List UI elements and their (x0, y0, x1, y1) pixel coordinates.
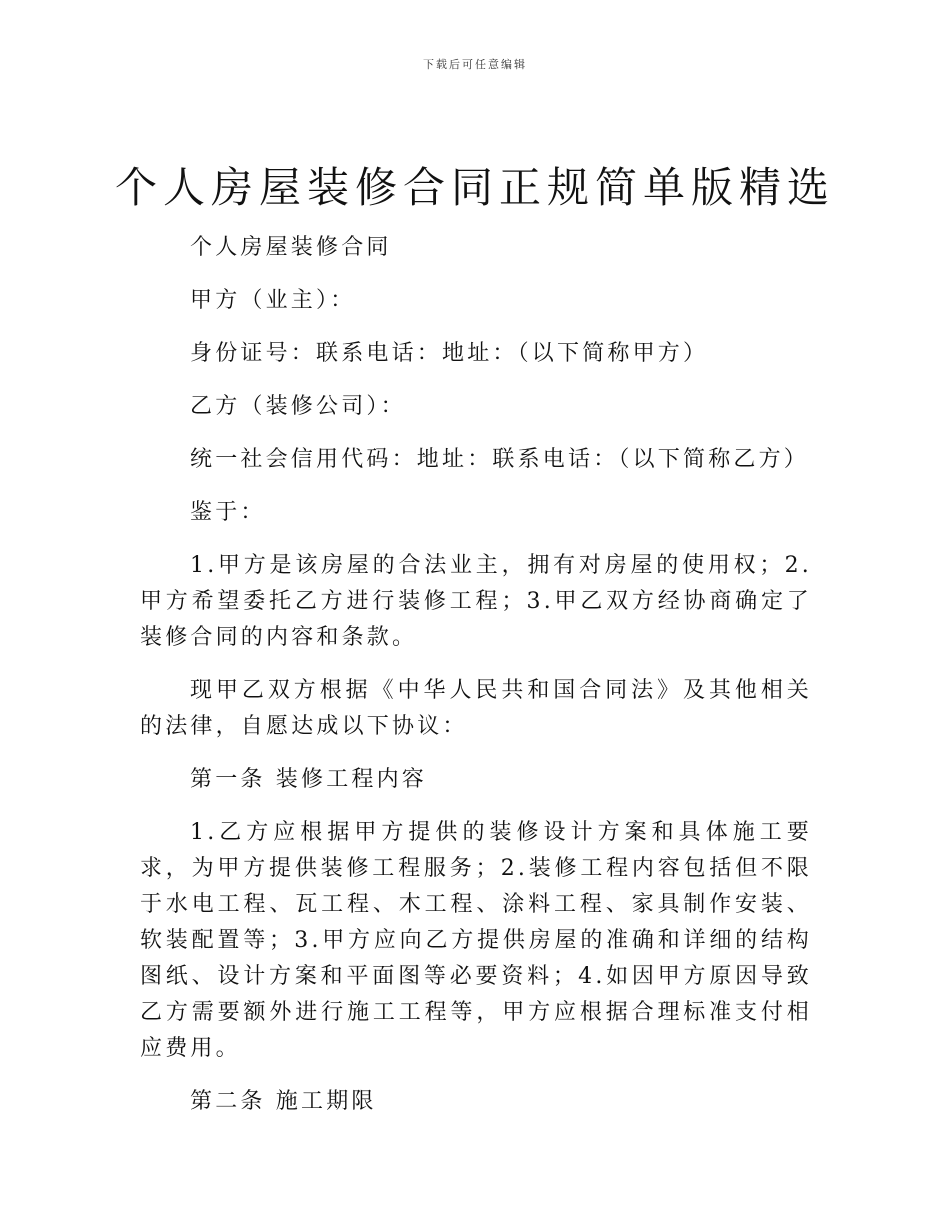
paragraph-agreement-basis: 现甲乙双方根据《中华人民共和国合同法》及其他相关的法律，自愿达成以下协议： (140, 678, 812, 739)
paragraph-recitals: 1.甲方是该房屋的合法业主，拥有对房屋的使用权；2.甲方希望委托乙方进行装修工程；3.甲乙双方经协商确定了装修合同的内容和条款。 (140, 553, 812, 650)
paragraph-party-a-details: 身份证号：联系电话：地址：（以下简称甲方） (190, 341, 709, 366)
paragraph-party-b-details: 统一社会信用代码：地址：联系电话：（以下简称乙方） (190, 447, 810, 472)
paragraph-article-1-body: 1.乙方应根据甲方提供的装修设计方案和具体施工要求，为甲方提供装修工程服务；2.装修工程内容包括但不限于水电工程、瓦工程、木工程、涂料工程、家具制作安装、软装配置等；3.甲方应向乙方提供房屋的准确和详细的结构图纸、设计方案和平面图等必要资料；4.如因甲方原因导致乙方需要额外进行施工工程等，甲方应根据合理标准支付相应费用。 (140, 820, 812, 1061)
paragraph-whereas: 鉴于： (190, 500, 266, 525)
document-body (140, 230, 812, 1137)
page-header-note: 下载后可任意编辑 (423, 58, 527, 71)
document-title: 个人房屋装修合同正规简单版精选 (114, 163, 835, 212)
paragraph-party-b: 乙方（装修公司）： (190, 394, 406, 419)
section-heading-article-1: 第一条 装修工程内容 (190, 767, 427, 792)
paragraph-contract-name: 个人房屋装修合同 (190, 235, 392, 260)
paragraph-party-a: 甲方（业主）： (190, 288, 356, 313)
section-heading-article-2: 第二条 施工期限 (190, 1089, 377, 1114)
